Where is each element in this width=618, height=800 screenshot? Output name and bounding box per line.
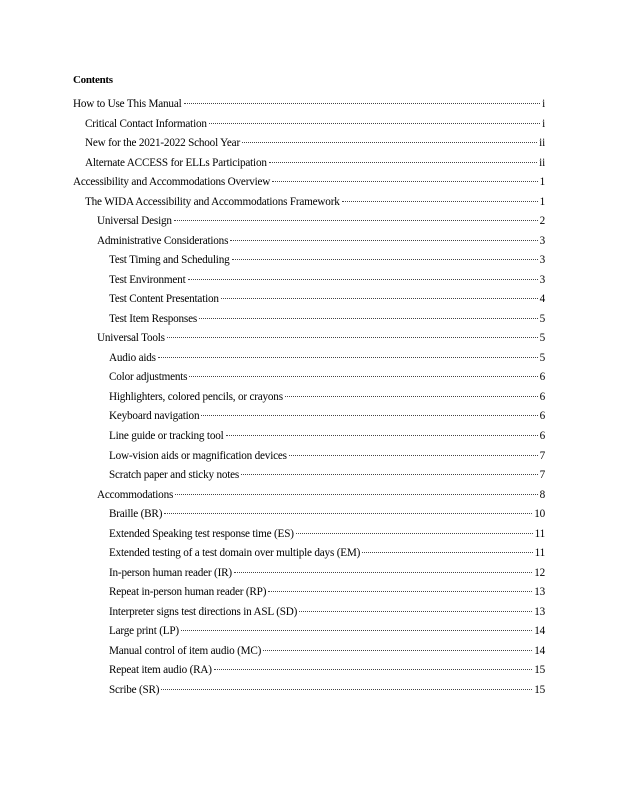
toc-entry-page-number: ii: [539, 137, 545, 150]
toc-entry[interactable]: [109, 409, 545, 423]
toc-entry-page-number: 11: [534, 527, 545, 540]
toc-entry[interactable]: [109, 429, 545, 443]
toc-entry-label: Repeat in-person human reader (RP): [109, 586, 267, 599]
toc-entry-page-number: 15: [534, 664, 545, 677]
toc-dot-leader: [289, 455, 538, 456]
toc-dot-leader: [234, 572, 532, 573]
toc-entry-label: Universal Design: [97, 215, 172, 228]
toc-entry[interactable]: [109, 566, 545, 580]
toc-entry-page-number: 5: [539, 312, 545, 325]
toc-dot-leader: [226, 435, 538, 436]
toc-entry-label: Test Item Responses: [109, 312, 198, 325]
toc-entry[interactable]: [97, 214, 545, 228]
toc-entry[interactable]: [109, 624, 545, 638]
toc-dot-leader: [242, 142, 537, 143]
toc-entry-page-number: 7: [539, 449, 545, 462]
toc-entry-label: Test Content Presentation: [109, 293, 219, 306]
toc-entry[interactable]: [109, 351, 545, 365]
toc-entry-page-number: 5: [539, 332, 545, 345]
toc-entry-page-number: 12: [534, 566, 545, 579]
toc-entry-label: Audio aids: [109, 351, 156, 364]
toc-dot-leader: [201, 415, 537, 416]
toc-entry-page-number: 14: [534, 625, 545, 638]
toc-entry-label: Critical Contact Information: [85, 117, 207, 130]
toc-entry[interactable]: [109, 546, 545, 560]
toc-entry-label: The WIDA Accessibility and Accommodations Framework: [85, 195, 340, 208]
toc-dot-leader: [232, 259, 538, 260]
toc-entry[interactable]: [109, 585, 545, 599]
toc-heading: Contents: [73, 74, 113, 86]
toc-entry-page-number: ii: [539, 156, 545, 169]
toc-dot-leader: [164, 513, 532, 514]
toc-entry-label: In-person human reader (IR): [109, 566, 232, 579]
toc-entry-page-number: 6: [539, 410, 545, 423]
toc-entry-page-number: i: [542, 117, 545, 130]
toc-dot-leader: [174, 220, 538, 221]
toc-entry-label: Scratch paper and sticky notes: [109, 469, 240, 482]
toc-dot-leader: [214, 669, 532, 670]
toc-dot-leader: [175, 494, 537, 495]
toc-dot-leader: [342, 201, 538, 202]
toc-entry[interactable]: [109, 253, 545, 267]
toc-dot-leader: [181, 630, 532, 631]
toc-dot-leader: [199, 318, 538, 319]
toc-entry[interactable]: [97, 234, 545, 248]
toc-entry-label: Extended Speaking test response time (ES): [109, 527, 294, 540]
toc-entry-page-number: 15: [534, 683, 545, 696]
toc-entry[interactable]: [85, 136, 545, 150]
toc-entry[interactable]: [109, 449, 545, 463]
toc-dot-leader: [189, 376, 537, 377]
toc-entry-label: Accessibility and Accommodations Overview: [73, 176, 271, 189]
toc-entry-label: Repeat item audio (RA): [109, 664, 212, 677]
toc-dot-leader: [161, 689, 532, 690]
toc-entry[interactable]: [109, 605, 545, 619]
toc-entry-page-number: 1: [539, 195, 545, 208]
toc-dot-leader: [268, 591, 532, 592]
toc-entry[interactable]: [109, 292, 545, 306]
toc-entry-label: Keyboard navigation: [109, 410, 200, 423]
toc-entry-page-number: 2: [539, 215, 545, 228]
toc-entry[interactable]: [97, 488, 545, 502]
toc-entry[interactable]: [109, 663, 545, 677]
toc-entry-page-number: 11: [534, 547, 545, 560]
toc-dot-leader: [285, 396, 538, 397]
toc-entry-label: How to Use This Manual: [73, 98, 182, 110]
toc-entry-label: Braille (BR): [109, 508, 163, 521]
toc-entry[interactable]: [109, 683, 545, 697]
toc-entry[interactable]: [109, 644, 545, 658]
toc-dot-leader: [167, 337, 538, 338]
toc-dot-leader: [299, 611, 532, 612]
toc-entry[interactable]: [85, 156, 545, 170]
toc-entry-label: Accommodations: [97, 488, 174, 501]
toc-entry-label: Test Environment: [109, 273, 186, 286]
toc-dot-leader: [221, 298, 538, 299]
toc-entry-label: Extended testing of a test domain over multiple days (EM): [109, 547, 361, 560]
toc-entry-page-number: 13: [534, 605, 545, 618]
toc-entry-page-number: 6: [539, 390, 545, 403]
toc-entry-label: Manual control of item audio (MC): [109, 644, 262, 657]
toc-entry-label: Large print (LP): [109, 625, 179, 638]
toc-entry-label: Interpreter signs test directions in ASL (SD): [109, 605, 298, 618]
toc-entry-label: Line guide or tracking tool: [109, 430, 224, 442]
toc-entry[interactable]: [109, 390, 545, 404]
toc-dot-leader: [269, 162, 537, 163]
toc-entry[interactable]: [109, 273, 545, 287]
toc-entry-page-number: 3: [539, 234, 545, 247]
toc-entry-page-number: 14: [534, 644, 545, 657]
toc-dot-leader: [241, 474, 538, 475]
toc-entry-label: Universal Tools: [97, 332, 165, 345]
toc-entry-page-number: 8: [539, 488, 545, 501]
toc-entry-page-number: 13: [534, 586, 545, 599]
toc-entry-label: Scribe (SR): [109, 683, 160, 696]
toc-entry[interactable]: [109, 370, 545, 384]
toc-entry[interactable]: [73, 97, 545, 111]
toc-entry[interactable]: [85, 195, 545, 209]
toc-entry-page-number: 6: [539, 430, 545, 442]
toc-dot-leader: [158, 357, 538, 358]
toc-entry-label: Administrative Considerations: [97, 234, 229, 247]
toc-entry-page-number: 6: [539, 371, 545, 384]
toc-dot-leader: [188, 279, 538, 280]
toc-entry[interactable]: [109, 527, 545, 541]
toc-dot-leader: [209, 123, 540, 124]
toc-entry-page-number: 3: [539, 273, 545, 286]
toc-entry-page-number: 10: [534, 508, 545, 521]
toc-entry-page-number: i: [542, 98, 545, 110]
toc-entry-page-number: 5: [539, 351, 545, 364]
toc-entry[interactable]: [97, 331, 545, 345]
toc-entry-page-number: 4: [539, 293, 545, 306]
toc-entry[interactable]: [85, 117, 545, 131]
toc-entry[interactable]: [73, 175, 545, 189]
toc-entry-page-number: 3: [539, 254, 545, 267]
toc-entry-label: Color adjustments: [109, 371, 188, 384]
toc-dot-leader: [272, 181, 537, 182]
toc-dot-leader: [184, 103, 541, 104]
toc-dot-leader: [296, 533, 533, 534]
toc-entry[interactable]: [109, 312, 545, 326]
toc-entry-page-number: 7: [539, 469, 545, 482]
toc-entry-label: Alternate ACCESS for ELLs Participation: [85, 156, 267, 169]
toc-entry-page-number: 1: [539, 176, 545, 189]
toc-entry[interactable]: [109, 507, 545, 521]
toc-dot-leader: [230, 240, 537, 241]
toc-entry[interactable]: [109, 468, 545, 482]
toc-entry-label: Highlighters, colored pencils, or crayons: [109, 390, 283, 403]
toc-entry-label: Test Timing and Scheduling: [109, 254, 230, 267]
toc-dot-leader: [263, 650, 532, 651]
toc-dot-leader: [362, 552, 532, 553]
toc-entry-label: New for the 2021-2022 School Year: [85, 137, 240, 150]
toc-entry-label: Low-vision aids or magnification devices: [109, 449, 287, 462]
